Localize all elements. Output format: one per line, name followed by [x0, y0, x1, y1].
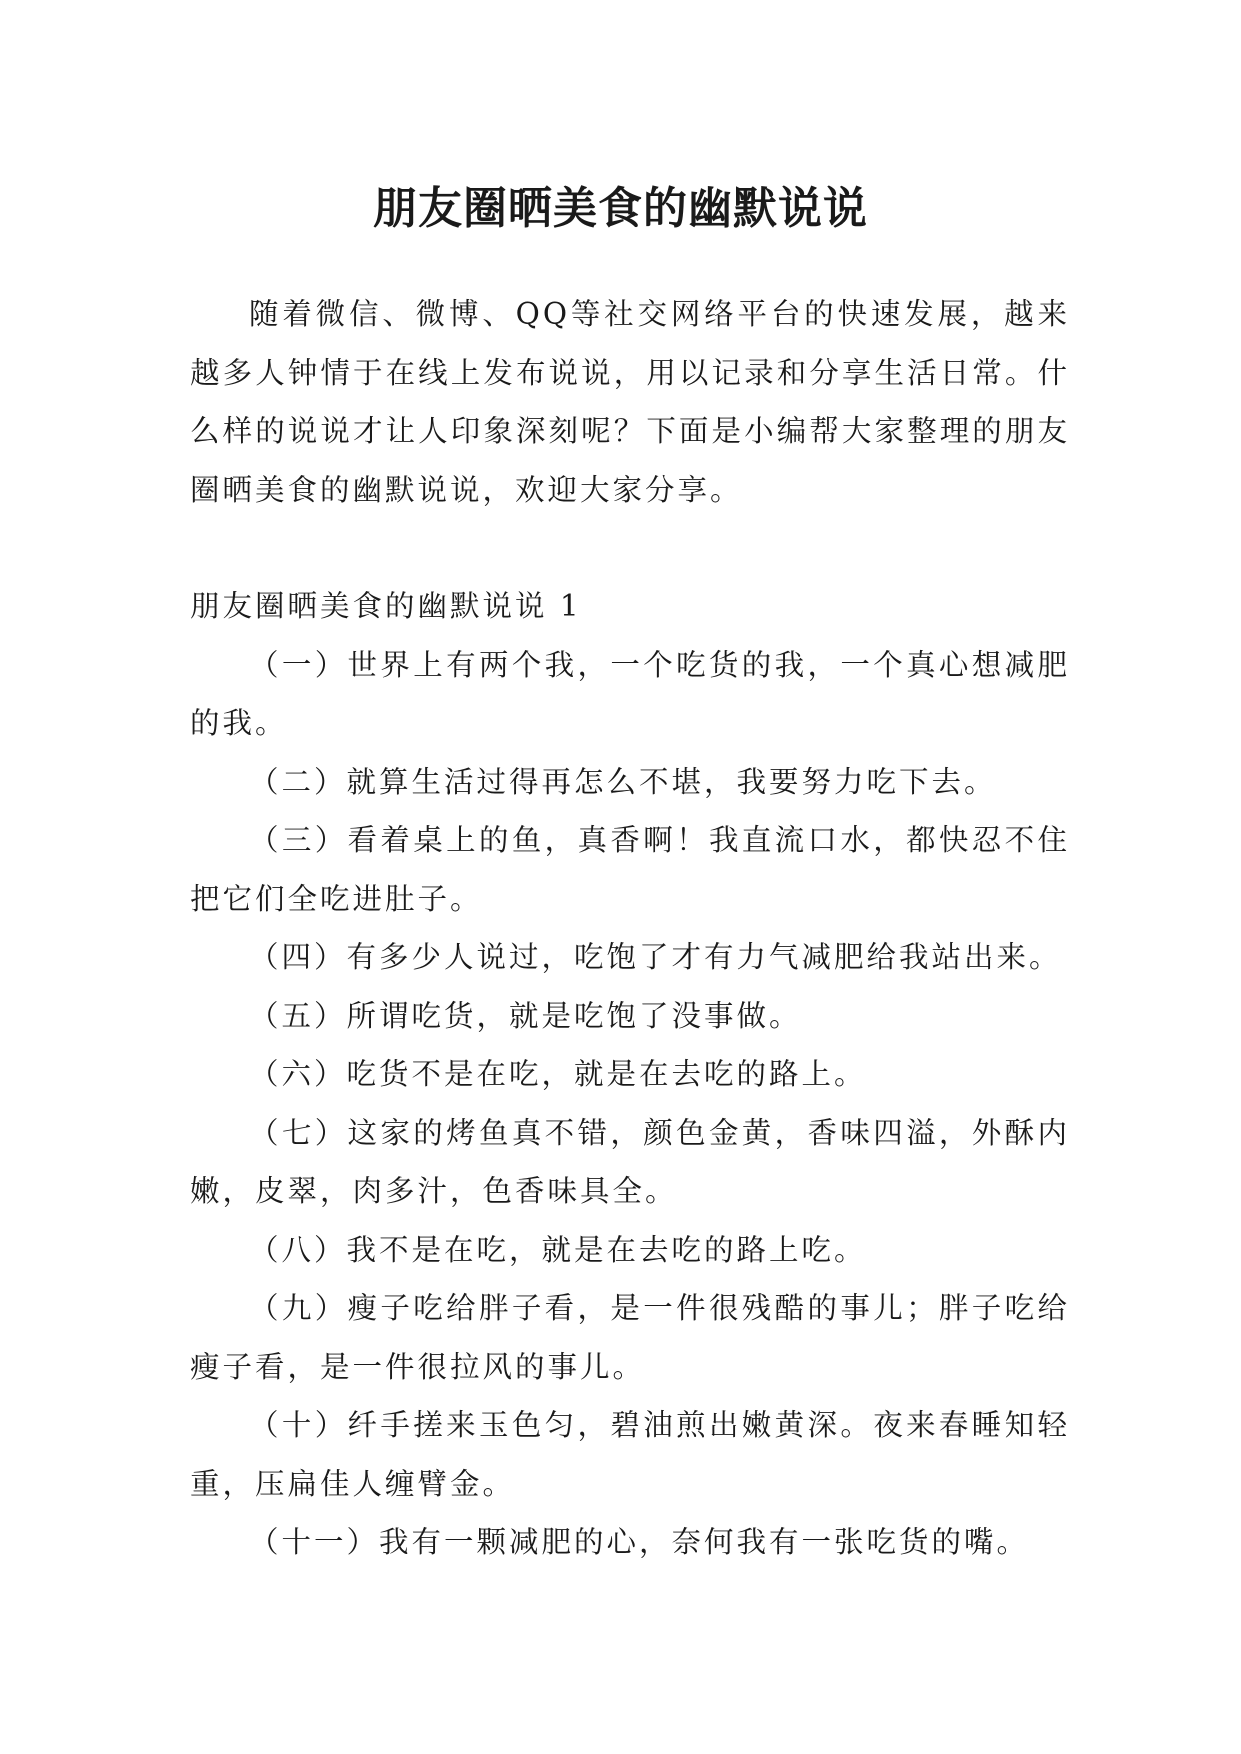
document-body [190, 285, 1070, 1572]
section-heading: 朋友圈晒美食的幽默说说 1 [190, 589, 582, 623]
list-item: （六）吃货不是在吃，就是在去吃的路上。 [249, 1057, 867, 1091]
list-item: （一）世界上有两个我，一个吃货的我，一个真心想减肥的我。 [190, 647, 1070, 740]
list-item: （三）看着桌上的鱼，真香啊！我直流口水，都快忍不住把它们全吃进肚子。 [190, 823, 1070, 916]
list-item: （七）这家的烤鱼真不错，颜色金黄，香味四溢，外酥内嫩，皮翠，肉多汁，色香味具全。 [190, 1115, 1070, 1208]
list-item: （十一）我有一颗减肥的心，奈何我有一张吃货的嘴。 [249, 1525, 1030, 1559]
list-item: （四）有多少人说过，吃饱了才有力气减肥给我站出来。 [249, 940, 1062, 974]
list-item: （八）我不是在吃，就是在去吃的路上吃。 [249, 1232, 867, 1267]
list-item: （二）就算生活过得再怎么不堪，我要努力吃下去。 [249, 764, 997, 799]
list-item: （九）瘦子吃给胖子看，是一件很残酷的事儿；胖子吃给瘦子看，是一件很拉风的事儿。 [190, 1291, 1070, 1384]
intro-paragraph: 随着微信、微博、QQ等社交网络平台的快速发展，越来越多人钟情于在线上发布说说，用以记录和分享生活日常。什么样的说说才让人印象深刻呢？下面是小编帮大家整理的朋友圈晒美食的幽默说说，欢迎大家分享。 [190, 297, 1070, 507]
document-title: 朋友圈晒美食的幽默说说 [373, 183, 868, 235]
list-item: （五）所谓吃货，就是吃饱了没事做。 [249, 998, 802, 1033]
list-item: （十）纤手搓来玉色匀，碧油煎出嫩黄深。夜来春睡知轻重，压扁佳人缠臂金。 [190, 1408, 1070, 1501]
